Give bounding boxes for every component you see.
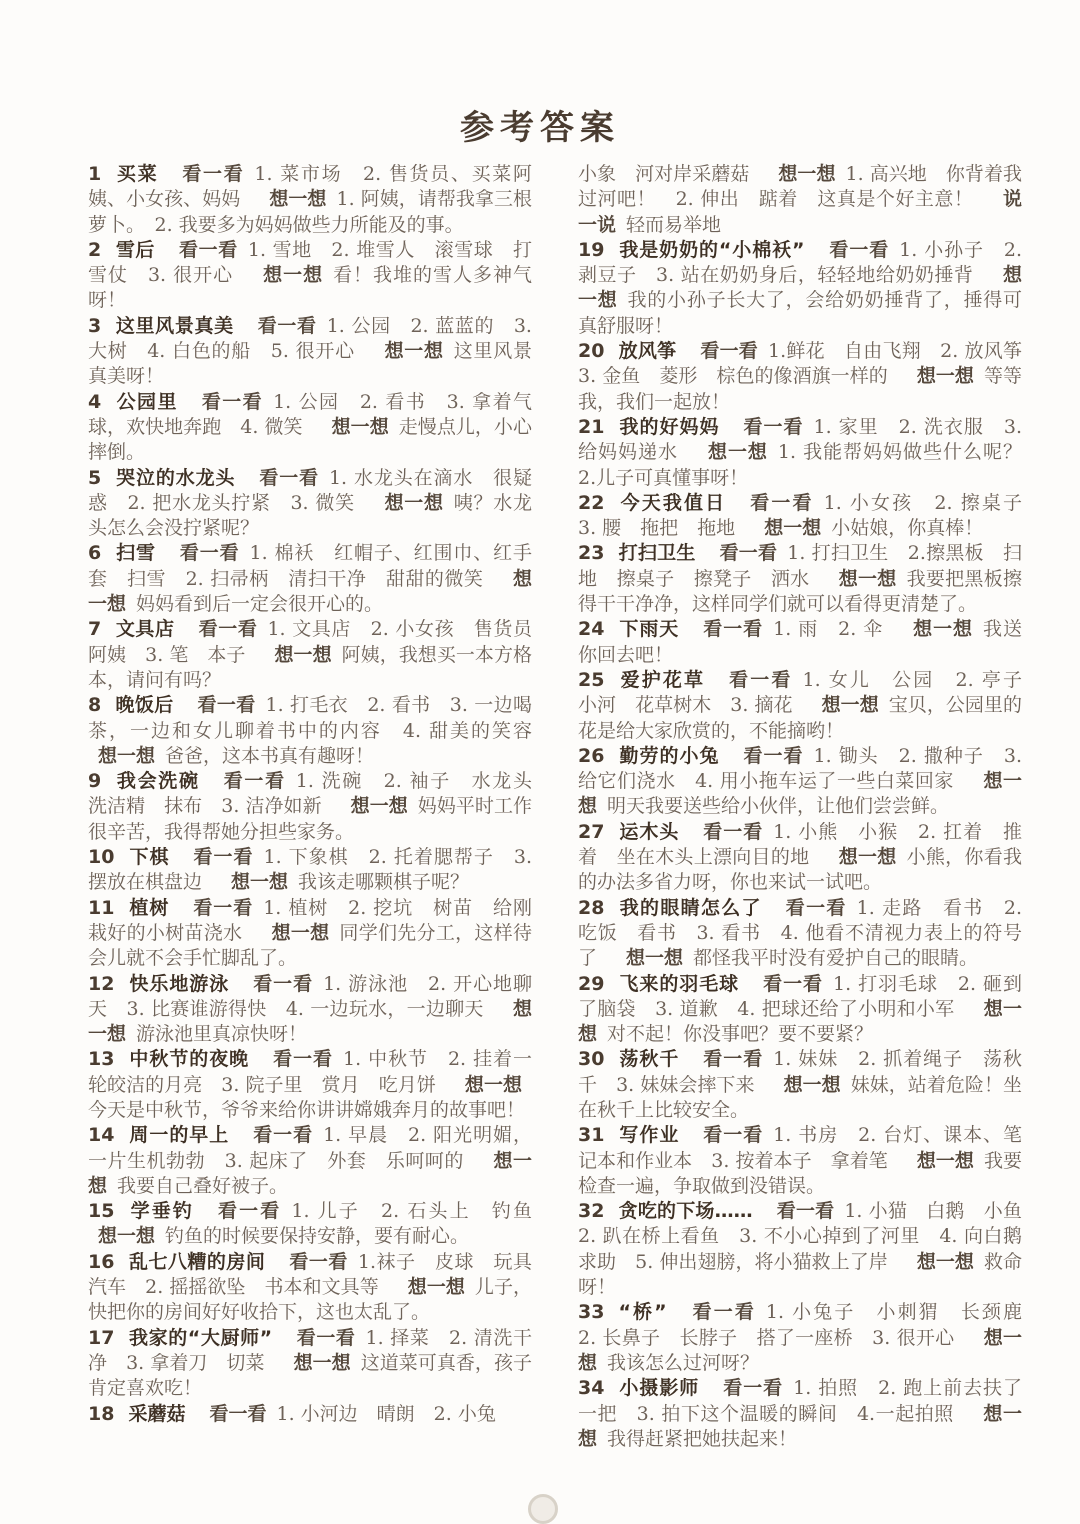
answer-text: 1. 中秋节 2. 挂着一轮皎洁的月亮 3. 院子里 赏月 吃月饼 (88, 1048, 532, 1096)
section-label: 看一看 (700, 340, 759, 363)
page-title: 参考答案 (460, 108, 620, 148)
section-label: 想一想 (231, 871, 289, 894)
answer-entry (88, 1402, 532, 1427)
answer-text: 1.鲜花 自由飞翔 2. 放风筝 3. 金鱼 菱形 棕色的像酒旗一样的 (578, 340, 1041, 388)
entry-title: 学垂钓 (128, 1200, 194, 1223)
entry-title: 贪吃的下场…… (618, 1200, 753, 1223)
entry-number: 5 (88, 466, 102, 489)
answer-text: 1. 妹妹 2. 抓着绳子 荡秋千 3. 妹妹会摔下来 (578, 1048, 1022, 1096)
entry-number: 23 (578, 542, 605, 565)
section-label: 想一想 (783, 1073, 841, 1096)
answer-text: 1. 小河边 晴朗 2. 小兔 (276, 1402, 496, 1425)
entry-number: 1 (88, 163, 102, 185)
section-label: 想一想 (578, 1402, 1022, 1450)
answer-text: 走慢点儿，小心摔倒。 (88, 415, 532, 464)
entry-number: 25 (578, 668, 605, 691)
entry-number: 29 (578, 972, 605, 995)
answer-text: 1. 水龙头在滴水 很疑惑 2. 把水龙头拧紧 3. 微笑 (88, 466, 532, 514)
entry-title: 中秋节的夜晚 (128, 1048, 250, 1071)
entry-number: 31 (578, 1124, 605, 1147)
section-label: 看一看 (763, 972, 824, 995)
entry-title: 这里风景真美 (115, 314, 234, 337)
entry-number: 30 (578, 1048, 605, 1071)
answer-text: 今天是中秋节，爷爷来给你讲讲嫦娥奔月的故事吧！ (88, 1098, 526, 1121)
section-label: 想一想 (88, 567, 532, 616)
entry-number: 13 (88, 1048, 115, 1071)
answer-entry (88, 1199, 532, 1250)
entry-title: “桥” (618, 1301, 667, 1324)
entry-number: 11 (88, 896, 115, 919)
answer-entry (578, 491, 1041, 542)
answer-entry (88, 617, 532, 693)
section-label: 看一看 (193, 896, 254, 919)
section-label: 想一想 (88, 1149, 532, 1197)
entry-title: 扫雪 (115, 542, 156, 565)
section-label: 想一想 (821, 694, 879, 717)
entry-number: 18 (88, 1402, 115, 1425)
section-label: 看一看 (703, 1048, 764, 1071)
entry-title: 快乐地游泳 (128, 972, 230, 995)
answer-text: 1. 家里 2. 洗衣服 3. 给妈妈递水 (578, 415, 1022, 464)
answer-text: 这里风景真美呀！ (88, 340, 532, 388)
answer-entry (88, 466, 532, 542)
answer-text: 1. 菜市场 2. 售货员、买菜阿姨、小女孩、妈妈 (88, 163, 532, 211)
entry-number: 12 (88, 972, 115, 995)
section-label: 想一想 (626, 947, 684, 970)
answer-text: 1. 择菜 2. 清洗干净 3. 拿着刀 切菜 (88, 1326, 532, 1374)
section-label: 想一想 (838, 567, 897, 590)
answer-text: 1. 小兔子 小刺猬 长颈鹿 2. 长鼻子 长脖子 搭了一座桥 3. 很开心 (578, 1301, 1041, 1349)
section-label: 想一想 (778, 163, 836, 185)
section-label: 看一看 (776, 1200, 835, 1223)
entry-number: 22 (578, 491, 605, 514)
answer-entry (578, 896, 1022, 972)
section-label: 看一看 (690, 1301, 756, 1324)
section-label: 看一看 (703, 618, 764, 641)
entry-title: 晚饭后 (115, 694, 174, 717)
section-label: 看一看 (785, 896, 847, 919)
answer-entry (88, 693, 532, 769)
answer-entry (578, 162, 1022, 238)
entry-title: 文具店 (115, 618, 175, 641)
entry-title: 爱护花草 (618, 668, 706, 691)
answer-text: 1. 游泳池 2. 开心地聊天 3. 比赛谁游得快 4. 一边玩水，一边聊天 (88, 972, 532, 1020)
section-label: 看一看 (703, 820, 764, 843)
answer-entry (88, 972, 532, 1048)
entry-number: 21 (578, 415, 605, 438)
answer-entry (578, 1199, 1041, 1300)
answer-text: 阿姨，我想买一本方格本，请问有吗？ (88, 643, 532, 691)
answer-entry (578, 1123, 1022, 1199)
section-label: 看一看 (179, 542, 240, 565)
entry-number: 28 (578, 896, 605, 919)
entry-number: 15 (88, 1200, 115, 1223)
section-label: 看一看 (198, 618, 258, 641)
answer-text: 这道菜可真香，孩子肯定喜欢吃！ (88, 1351, 532, 1400)
entry-title: 放风筝 (618, 340, 677, 363)
section-label: 看一看 (703, 1124, 764, 1147)
answer-text: 1. 小熊 小猴 2. 扛着 推着 坐在木头上漂向目的地 (578, 820, 1022, 869)
entry-title: 小摄影师 (618, 1377, 700, 1400)
answer-text: 1. 下象棋 2. 托着腮帮子 3. 摆放在棋盘边 (88, 846, 532, 894)
answer-text: 1. 拍照 2. 跑上前去扶了一把 3. 拍下这个温暖的瞬间 4.一起拍照 (578, 1377, 1022, 1425)
answer-text: 1. 女儿 公园 2. 亭子 小河 花草树木 3. 摘花 (578, 668, 1041, 717)
answer-text: 妈妈平时工作很辛苦，我得帮她分担些家务。 (88, 795, 532, 843)
section-label: 看一看 (209, 1402, 267, 1425)
section-label: 看一看 (182, 163, 245, 185)
answer-entry (88, 390, 532, 466)
section-label: 想一想 (464, 1073, 522, 1096)
section-label: 看一看 (193, 846, 254, 869)
section-label: 想一想 (384, 491, 444, 514)
section-label: 想一想 (407, 1276, 465, 1299)
section-label: 想一想 (88, 997, 532, 1046)
answer-text: 1. 我能帮妈妈做些什么呢？ 2.儿子可真懂事呀！ (578, 441, 1041, 489)
section-label: 想一想 (271, 921, 330, 944)
answer-entry (88, 845, 532, 896)
entry-number: 14 (88, 1124, 115, 1147)
answer-text: 都怪我平时没有爱护自己的眼睛。 (693, 947, 969, 970)
section-label: 看一看 (296, 1326, 356, 1349)
entry-title: 我家的“大厨师” (128, 1326, 273, 1349)
entry-number: 17 (88, 1326, 115, 1349)
answer-entry (88, 896, 532, 972)
answer-text: 1. 小猫 白鹅 小鱼 2. 趴在桥上看鱼 3. 不小心掉到了河里 4. 向白鹅求助 5. 伸出翅膀，将小猫救上了岸 (578, 1200, 1041, 1273)
answer-text: 小熊，你看我的办法多省力呀，你也来试一试吧。 (578, 846, 1022, 894)
section-label: 想一想 (578, 770, 1022, 818)
entry-title: 我的好妈妈 (618, 415, 720, 438)
section-label: 想一想 (293, 1351, 351, 1374)
section-label: 想一想 (764, 517, 822, 540)
entry-number: 2 (88, 238, 102, 261)
section-label: 想一想 (384, 340, 444, 363)
entry-title: 我会洗碗 (115, 770, 200, 793)
section-label: 看一看 (201, 390, 264, 413)
section-label: 看一看 (179, 238, 238, 261)
section-label: 想一想 (269, 188, 327, 211)
entry-title: 打扫卫生 (618, 542, 696, 565)
answer-text: 1. 儿子 2. 石头上 钓鱼 (291, 1200, 532, 1223)
entry-title: 公园里 (115, 390, 178, 413)
entry-title: 下棋 (128, 846, 170, 869)
answer-text: 我的小孙子长大了，会给奶奶捶背了，捶得可真舒服呀！ (578, 289, 1022, 337)
entry-title: 植树 (128, 896, 170, 919)
entry-number: 26 (578, 744, 605, 767)
answer-text: 我该走哪颗棋子呢？ (298, 871, 470, 894)
answer-entry (88, 1047, 532, 1123)
section-label: 看一看 (253, 972, 314, 995)
section-label: 看一看 (273, 1048, 334, 1071)
entry-number: 16 (88, 1250, 115, 1273)
answer-text: 钓鱼的时候要保持安静，要有耐心。 (165, 1225, 460, 1248)
entry-number: 7 (88, 618, 102, 641)
answer-entry (88, 238, 532, 314)
section-label: 说一说 (578, 188, 1022, 236)
answer-entry (578, 617, 1022, 668)
section-label: 看一看 (223, 770, 286, 793)
section-label: 看一看 (217, 1200, 282, 1223)
entry-number: 8 (88, 694, 102, 717)
section-label: 看一看 (197, 694, 256, 717)
section-label: 看一看 (253, 1124, 314, 1147)
section-label: 想一想 (707, 441, 768, 464)
section-label: 想一想 (578, 1326, 1022, 1374)
entry-number: 19 (578, 238, 605, 261)
answer-entry (578, 238, 1022, 339)
section-label: 看一看 (828, 238, 890, 261)
section-label: 看一看 (259, 466, 319, 489)
section-label: 想一想 (350, 795, 408, 818)
answer-text: 我要检查一遍，争取做到没错误。 (578, 1149, 1022, 1197)
answer-entry (88, 541, 532, 617)
answer-text: 1.袜子 皮球 玩具汽车 2. 摇摇欲坠 书本和文具等 (88, 1250, 532, 1299)
section-label: 想一想 (916, 1250, 974, 1273)
answer-text: 1. 雪地 2. 堆雪人 滚雪球 打雪仗 3. 很开心 (88, 238, 532, 287)
section-label: 想一想 (263, 264, 324, 287)
answer-text: 1. 锄头 2. 撒种子 3. 给它们浇水 4. 用小拖车运了一些白菜回家 (578, 744, 1022, 793)
section-label: 想一想 (98, 1225, 156, 1248)
answer-entry (578, 339, 1041, 415)
entry-number: 24 (578, 618, 605, 641)
answer-text: 1. 公园 2. 蓝蓝的 3. 大树 4. 白色的船 5. 很开心 (88, 314, 532, 363)
entry-title: 周一的早上 (128, 1124, 230, 1147)
answer-text: 爸爸，这本书真有趣呀！ (165, 744, 375, 767)
answer-entry (578, 541, 1022, 617)
entry-title: 乱七八糟的房间 (128, 1250, 266, 1273)
answer-text: 宝贝，公园里的花是给大家欣赏的，不能摘哟！ (578, 694, 1022, 742)
answer-text: 对不起！你没事吧？要不要紧？ (607, 1023, 874, 1046)
answer-text: 咦？水龙头怎么会没拧紧呢？ (88, 491, 532, 540)
entry-title: 我是奶奶的“小棉袄” (618, 238, 805, 261)
answer-text: 1. 阿姨，请帮我拿三根萝卜。 2. 我要多为妈妈做些力所能及的事。 (88, 188, 532, 236)
section-label: 看一看 (750, 491, 814, 514)
answer-text: 等等我，我们一起放！ (578, 365, 1022, 413)
entry-number: 34 (578, 1377, 605, 1400)
section-label: 想一想 (578, 997, 1022, 1046)
answer-text: 1. 高兴地 你背着我过河吧！ 2. 伸出 踮着 这真是个好主意！ (578, 163, 1022, 211)
answer-text: 1. 打毛衣 2. 看书 3. 一边喝茶，一边和女儿聊着书中的内容 4. 甜美的笑容 (88, 694, 532, 742)
answer-entry (578, 744, 1022, 820)
answer-text: 同学们先分工，这样待会儿就不会手忙脚乱了。 (88, 921, 532, 970)
answer-text: 1. 小女孩 2. 擦桌子 3. 腰 拖把 拖地 (578, 491, 1041, 540)
answer-entry (88, 1250, 532, 1326)
answer-text: 我得赶紧把她扶起来！ (607, 1427, 798, 1450)
entry-title: 雪后 (115, 238, 156, 261)
answer-text: 1. 书房 2. 台灯、课本、笔记本和作业本 3. 按着本子 拿着笔 (578, 1124, 1022, 1172)
entry-number: 6 (88, 542, 102, 565)
answer-text: 小姑娘，你真棒！ (831, 517, 984, 540)
answer-text: 1. 打扫卫生 2.擦黑板 扫地 擦桌子 擦凳子 洒水 (578, 542, 1022, 590)
page-footer-ornament-icon (528, 1494, 558, 1524)
entry-title: 哭泣的水龙头 (115, 466, 236, 489)
entry-title: 荡秋千 (618, 1048, 680, 1071)
answer-text: 我要把黑板擦得干干净净，这样同学们就可以看得更清楚了。 (578, 567, 1022, 616)
entry-number: 27 (578, 820, 605, 843)
entry-title: 我的眼睛怎么了 (618, 896, 762, 919)
entry-number: 3 (88, 314, 102, 337)
answer-text: 1. 打羽毛球 2. 砸到了脑袋 3. 道歉 4. 把球还给了小明和小军 (578, 972, 1022, 1020)
answer-entry (578, 1376, 1022, 1452)
answer-entry (88, 1123, 532, 1199)
answer-column-left (88, 162, 552, 1427)
section-label: 看一看 (729, 668, 793, 691)
section-label: 想一想 (916, 1149, 974, 1172)
answer-text: 我该怎么过河呀？ (607, 1351, 760, 1374)
section-label: 看一看 (719, 542, 778, 565)
entry-number: 4 (88, 390, 102, 413)
answer-entry (88, 1326, 532, 1402)
section-label: 想一想 (578, 264, 1022, 312)
answer-text: 妹妹，站着危险！坐在秋千上比较安全。 (578, 1073, 1022, 1121)
entry-number: 32 (578, 1200, 605, 1223)
answer-text: 儿子，快把你的房间好好收拾下，这也太乱了。 (88, 1276, 532, 1324)
answer-entry (88, 314, 532, 390)
entry-title: 下雨天 (618, 618, 680, 641)
answer-entry (578, 1047, 1022, 1123)
section-label: 想一想 (913, 618, 973, 641)
section-label: 想一想 (331, 415, 389, 438)
entry-number: 20 (578, 340, 605, 363)
answer-column-right (578, 162, 1041, 1452)
answer-text: 明天我要送些给小伙伴，让他们尝尝鲜。 (607, 795, 940, 818)
answer-text: 看！我堆的雪人多神气呀！ (88, 264, 532, 312)
answer-text: 1. 走路 看书 2. 吃饭 看书 3. 看书 4. 他看不清视力表上的符号了 (578, 896, 1022, 970)
entry-title: 运木头 (618, 820, 680, 843)
answer-text: 1. 小孙子 2. 剥豆子 3. 站在奶奶身后，轻轻地给奶奶捶背 (578, 238, 1022, 287)
entry-title: 采蘑菇 (128, 1402, 186, 1425)
section-label: 看一看 (723, 1377, 784, 1400)
section-label: 看一看 (257, 314, 317, 337)
answer-entry (578, 820, 1022, 896)
answer-text: 我送你回去吧！ (578, 618, 1022, 666)
entry-title: 勤劳的小兔 (618, 744, 720, 767)
answer-entry (88, 162, 532, 238)
section-label: 看一看 (743, 415, 804, 438)
answer-entry (578, 415, 1041, 491)
answer-text: 小象 河对岸采蘑菇 (578, 163, 750, 185)
section-label: 看一看 (743, 744, 804, 767)
answer-text: 妈妈看到后一定会很开心的。 (136, 593, 374, 616)
answer-text: 我要自己叠好被子。 (117, 1174, 279, 1197)
answer-entry (88, 769, 552, 845)
entry-title: 买菜 (115, 163, 159, 185)
answer-entry (578, 972, 1022, 1048)
section-label: 想一想 (98, 744, 156, 767)
answer-text: 1. 植树 2. 挖坑 树苗 给刚栽好的小树苗浇水 (88, 896, 532, 944)
entry-title: 写作业 (618, 1124, 680, 1147)
answer-text: 轻而易举地 (626, 213, 722, 236)
answer-entry (578, 668, 1041, 744)
answer-text: 1. 早晨 2. 阳光明媚，一片生机勃勃 3. 起床了 外套 乐呵呵的 (88, 1124, 532, 1172)
entry-number: 33 (578, 1301, 605, 1324)
entry-number: 10 (88, 846, 115, 869)
section-label: 看一看 (289, 1250, 348, 1273)
entry-title: 飞来的羽毛球 (618, 972, 740, 995)
entry-title: 今天我值日 (618, 491, 727, 514)
answer-text: 1. 雨 2. 伞 (773, 618, 884, 641)
answer-text: 1. 文具店 2. 小女孩 售货员阿姨 3. 笔 本子 (88, 618, 532, 666)
answer-text: 1. 棉袄 红帽子、红围巾、红手套 扫雪 2. 扫帚柄 清扫干净 甜甜的微笑 (88, 542, 532, 590)
answer-text: 1. 洗碗 2. 袖子 水龙头 洗洁精 抹布 3. 洁净如新 (88, 770, 552, 818)
section-label: 想一想 (916, 365, 974, 388)
answer-text: 1. 公园 2. 看书 3. 拿着气球，欢快地奔跑 4. 微笑 (88, 390, 532, 438)
answer-text: 游泳池里真凉快呀！ (136, 1023, 308, 1046)
answer-entry (578, 1300, 1041, 1376)
section-label: 想一想 (838, 846, 897, 869)
entry-number: 9 (88, 770, 102, 793)
section-label: 想一想 (274, 643, 332, 666)
answer-text: 救命呀！ (578, 1250, 1022, 1299)
